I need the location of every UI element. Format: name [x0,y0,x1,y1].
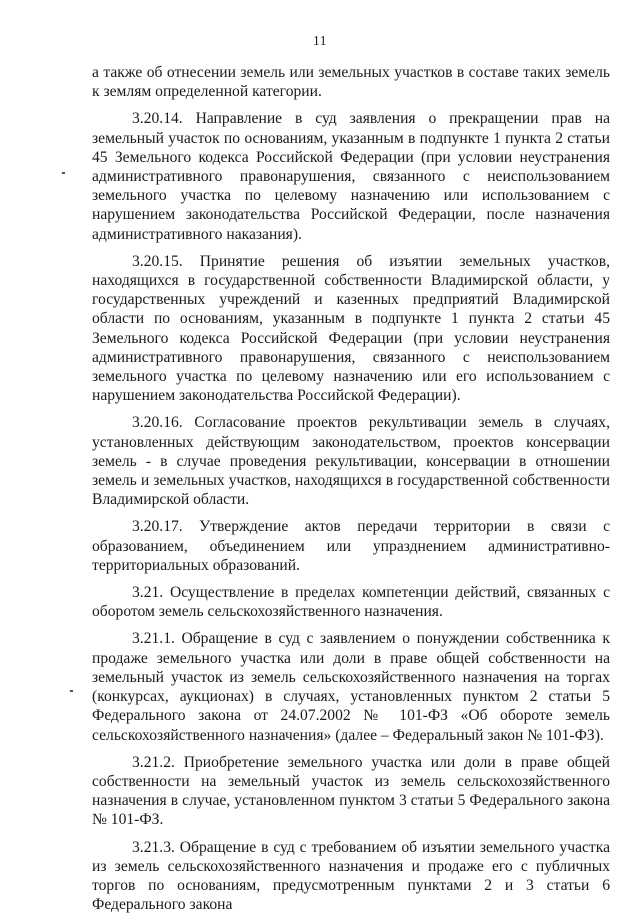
paragraph-3-21-2: 3.21.2. Приобретение земельного участка или доли в праве общей собственности на земельный участок из земель сельскохозяйственного назначения в случае, установленном пунктом 3 статьи 5 Федерального закона № 101-ФЗ. [92,753,610,829]
document-body [92,63,610,922]
paragraph-3-20-14: 3.20.14. Направление в суд заявления о прекращении прав на земельный участок по основаниям, указанным в подпункте 1 пункта 2 статьи 45 Земельного кодекса Российской Федерации (при условии неустранения административного правонарушения, связанного с неиспользованием земельного участка по целевому назначению или использованием с нарушением законодательства Российской Федерации, после назначения административного наказания). [92,110,610,243]
page-number: 11 [313,33,327,48]
paragraph-3-21-3: 3.21.3. Обращение в суд с требованием об изъятии земельного участка из земель сельскохозяйственного назначения и продаже его с публичных торгов по основаниям, предусмотренным пунктами 2 и 3 статьи 6 Федерального закона [92,838,610,914]
margin-mark [62,172,65,174]
paragraph-3-20-15: 3.20.15. Принятие решения об изъятии земельных участков, находящихся в государственной собственности Владимирской области, у государственных учреждений и казенных предприятий Владимирской области по основаниям, указанным в подпункте 1 пункта 2 статьи 45 Земельного кодекса Российской Федерации (при условии неустранения административного правонарушения, связанного с неиспользованием земельного участка по целевому назначению или его использованием с нарушением законодательства Российской Федерации). [92,252,610,405]
paragraph-3-20-16: 3.20.16. Согласование проектов рекультивации земель в случаях, установленных действующим законодательством, проектов консервации земель - в случае проведения рекультивации, консервации в отношении земель и земельных участков, находящихся в государственной собственности Владимирской области. [92,414,610,509]
paragraph-3-21-1: 3.21.1. Обращение в суд с заявлением о понуждении собственника к продаже земельного участка или доли в праве общей собственности на земельный участок из земель сельскохозяйственного назначения на торгах (конкурсах, аукционах) в случаях, установленных пунктом 2 статьи 5 Федерального закона от 24.07.2002 № 101-ФЗ «Об обороте земель сельскохозяйственного назначения» (далее – Федеральный закон № 101-ФЗ). [92,630,610,744]
margin-mark [70,690,73,692]
paragraph-3-21: 3.21. Осуществление в пределах компетенции действий, связанных с оборотом земель сельскохозяйственного назначения. [92,584,610,621]
paragraph-3-20-17: 3.20.17. Утверждение актов передачи территории в связи с образованием, объединением или упразднением административно-территориальных образований. [92,518,610,574]
paragraph-continuation: а также об отнесении земель или земельных участков в составе таких земель к землям определенной категории. [92,64,610,101]
